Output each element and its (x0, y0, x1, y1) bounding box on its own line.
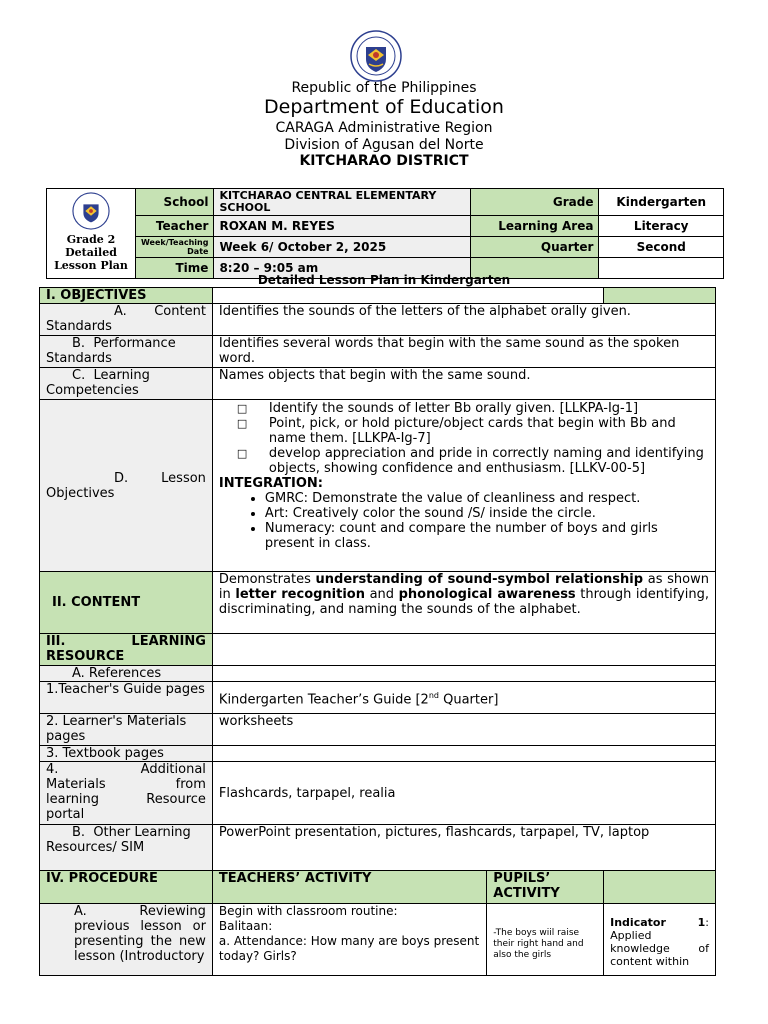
procedure-heading: IV. PROCEDURE (40, 871, 213, 904)
tg-text: Kindergarten Teacher’s Guide [2 (218, 692, 429, 708)
district-line: KITCHARAO DISTRICT (299, 153, 469, 169)
dlp-title: Detailed Lesson Plan in Kindergarten (257, 273, 511, 287)
integration-list (219, 491, 709, 551)
school-value: KITCHARAO CENTRAL ELEMENTARY SCHOOL (214, 189, 471, 216)
other-resources-label: B. Other Learning Resources/ SIM (40, 825, 213, 871)
content-text: Demonstrates (218, 572, 316, 587)
content-bold: phonological awareness (398, 587, 576, 602)
learning-resource-blank (212, 634, 715, 666)
quarter-value: Second (599, 237, 724, 258)
week-label: Week/Teaching Date (136, 237, 214, 258)
content-value (212, 572, 715, 634)
grade-label: Grade (471, 189, 599, 216)
learning-area-label: Learning Area (471, 216, 599, 237)
info-logo-cell (47, 189, 136, 279)
objectives-heading: I. OBJECTIVES (40, 288, 213, 304)
learning-competencies-label: C. Learning Competencies (40, 368, 213, 400)
teachers-activity-cell (212, 904, 486, 976)
indicator-text: : Applied knowledge of content within (610, 916, 709, 968)
performance-standards-label: B. Performance Standards (40, 336, 213, 368)
deped-small-seal-icon (72, 192, 110, 230)
region-line: CARAGA Administrative Region (275, 120, 493, 136)
deped-seal-icon (350, 30, 402, 82)
integration-item: • Numeracy: count and compare the number of boys and girls present in class. (265, 521, 709, 551)
quarter-label: Quarter (471, 237, 599, 258)
division-line: Division of Agusan del Norte (284, 137, 484, 153)
time-value: 8:20 – 9:05 am (214, 258, 471, 279)
content-bold: understanding of sound-symbol relationship (315, 572, 644, 587)
integration-item: • Art: Creatively color the sound /S/ inside the circle. (265, 506, 709, 521)
tg-sup: nd (428, 690, 439, 700)
content-text: through identifying, discriminating, and naming the sounds of the alphabet. (218, 587, 709, 617)
lesson-objectives-label: D. Lesson Objectives (40, 400, 213, 572)
indicator-bold: Indicator 1 (610, 916, 706, 929)
additional-materials-label: 4. Additional Materials from learning Resource portal (40, 762, 213, 825)
content-heading: II. CONTENT (40, 572, 213, 634)
info-table (46, 188, 724, 279)
other-resources-value: PowerPoint presentation, pictures, flashcards, tarpapel, TV, laptop (212, 825, 715, 871)
integration-item: • GMRC: Demonstrate the value of cleanliness and respect. (265, 491, 709, 506)
indicator-cell (604, 904, 716, 976)
learners-materials-value: worksheets (212, 714, 715, 746)
indicator-header (604, 871, 716, 904)
school-label: School (136, 189, 214, 216)
teacher-line: Balitaan: (218, 919, 273, 933)
learning-competencies-value: Names objects that begin with the same sound. (212, 368, 715, 400)
textbook-label: 3. Textbook pages (40, 746, 213, 762)
performance-standards-value: Identifies several words that begin with the same sound as the spoken word. (212, 336, 715, 368)
objectives-blank-right (604, 288, 716, 304)
reviewing-lesson-label: A. Reviewing previous lesson or presenting the new lesson (Introductory (40, 904, 213, 976)
references-blank (212, 666, 715, 682)
pupils-activity-header: PUPILS’ ACTIVITY (487, 871, 604, 904)
lesson-objectives-list (219, 401, 709, 476)
lesson-objective-item: □ Point, pick, or hold picture/object cards that begin with Bb and name them. [LLKPA-Ig-7] (261, 416, 709, 446)
lesson-plan-table (39, 287, 716, 976)
teacher-label: Teacher (136, 216, 214, 237)
tg-text: Quarter] (438, 692, 499, 708)
content-text: as shown in (218, 572, 709, 602)
teacher-value: ROXAN M. REYES (214, 216, 471, 237)
department-title: Department of Education (264, 96, 504, 118)
lesson-objectives-value (212, 400, 715, 572)
content-standards-label: A. Content Standards (40, 304, 213, 336)
additional-materials-value: Flashcards, tarpapel, realia (212, 762, 715, 825)
textbook-blank (212, 746, 715, 762)
teacher-line: Begin with classroom routine: (218, 904, 398, 918)
content-standards-value: Identifies the sounds of the letters of the alphabet orally given. (212, 304, 715, 336)
integration-label: INTEGRATION: (218, 476, 323, 491)
teacher-line: a. Attendance: How many are boys present today? Girls? (218, 934, 480, 963)
teachers-activity-header: TEACHERS’ ACTIVITY (212, 871, 486, 904)
references-label: A. References (40, 666, 213, 682)
learners-materials-label: 2. Learner's Materials pages (40, 714, 213, 746)
pupils-activity-cell: -The boys wiil raise their right hand and also the girls (487, 904, 604, 976)
lesson-objective-item: □ develop appreciation and pride in correctly naming and identifying objects, showing confidence and enthusiasm. [LLKV-00-5] (261, 446, 709, 476)
learning-resource-heading: III. LEARNING RESOURCE (40, 634, 213, 666)
teachers-guide-value (212, 682, 715, 714)
week-value: Week 6/ October 2, 2025 (214, 237, 471, 258)
learning-area-value: Literacy (599, 216, 724, 237)
grade-value: Kindergarten (599, 189, 724, 216)
republic-line: Republic of the Philippines (291, 80, 477, 96)
objectives-blank (212, 288, 603, 304)
content-text: and (365, 587, 399, 602)
time-label: Time (136, 258, 214, 279)
teachers-guide-label: 1.Teacher's Guide pages (40, 682, 213, 714)
content-bold: letter recognition (235, 587, 365, 602)
logo-caption: Grade 2 Detailed Lesson Plan (54, 233, 128, 272)
lesson-objective-item: □ Identify the sounds of letter Bb orally given. [LLKPA-Ig-1] (261, 401, 709, 416)
